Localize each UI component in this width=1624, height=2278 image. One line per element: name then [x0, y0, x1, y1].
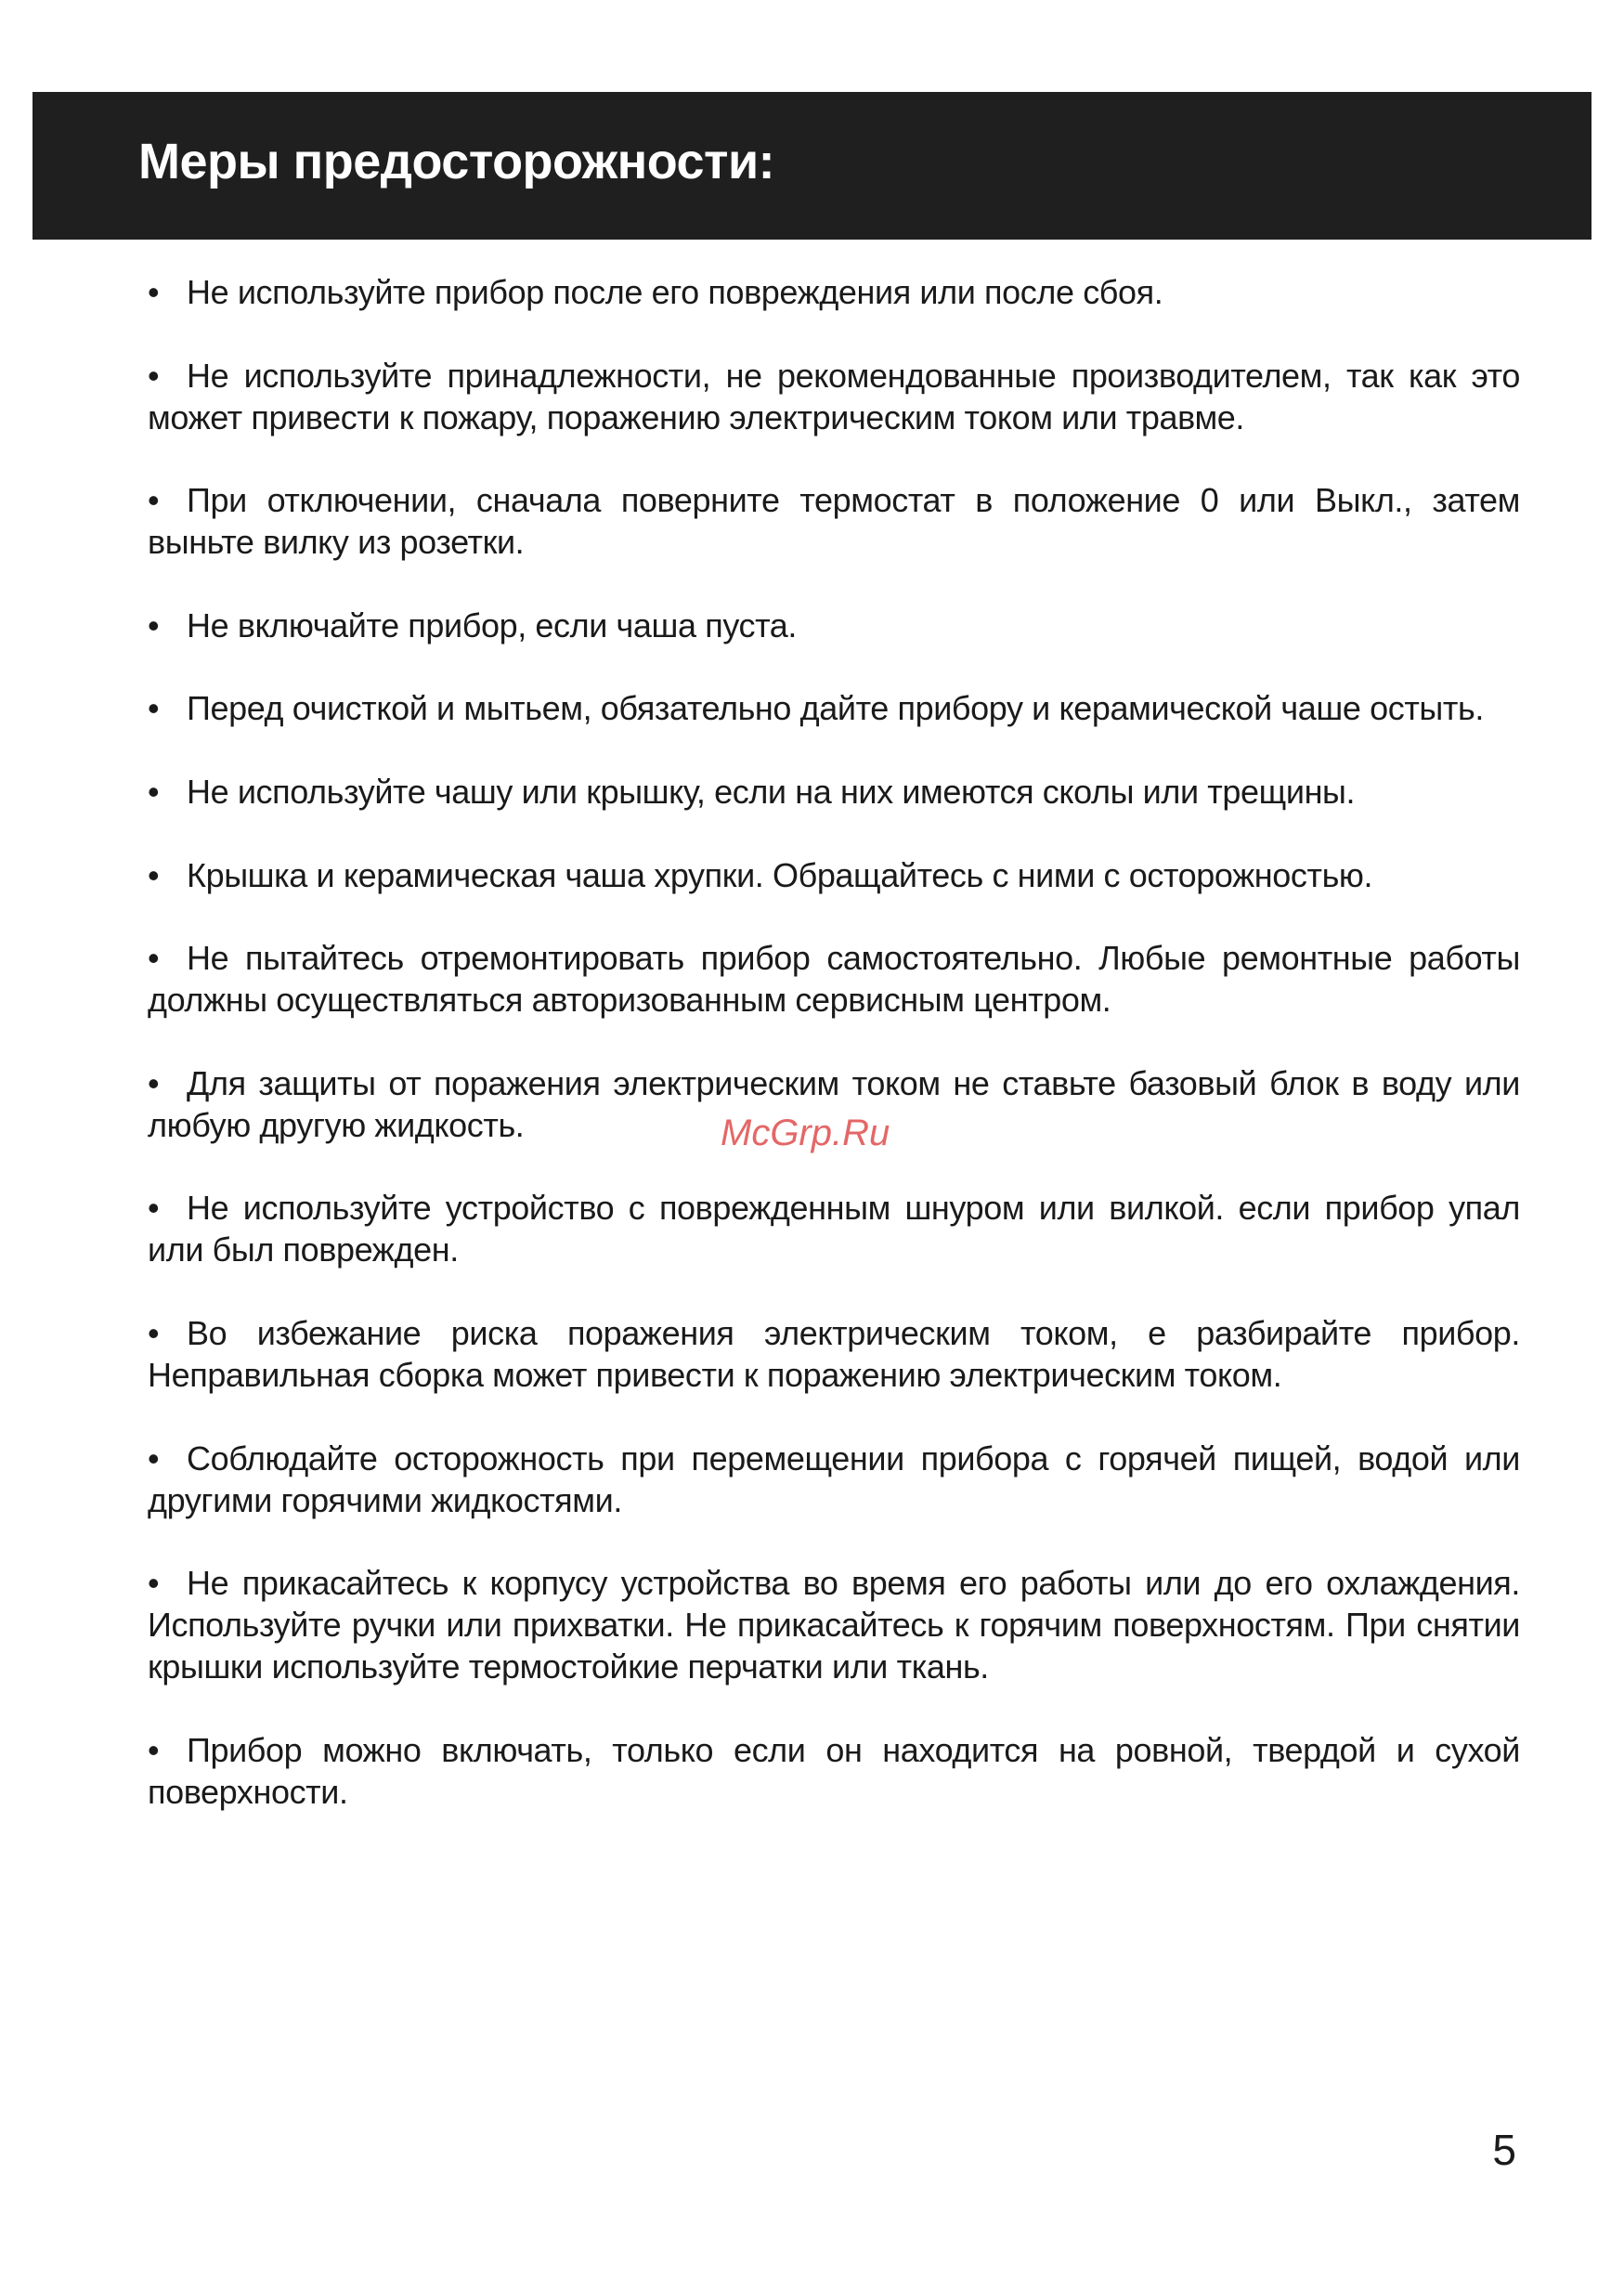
- list-item-text: Не пытайтесь отремонтировать прибор самостоятельно. Любые ремонтные работы должны осуществляться авторизованным сервисным центром.: [148, 939, 1520, 1020]
- page-number: 5: [1492, 2126, 1516, 2174]
- list-item: [148, 479, 1520, 563]
- page-title: Меры предосторожности:: [138, 134, 775, 189]
- bullet: •: [148, 356, 160, 395]
- list-item: [148, 1312, 1520, 1396]
- list-item: [148, 687, 1520, 729]
- list-item: [148, 355, 1520, 438]
- list-item: [148, 1729, 1520, 1813]
- list-item-text: Во избежание риска поражения электрическим током, е разбирайте прибор. Неправильная сборка может привести к поражению электрическим током.: [148, 1313, 1520, 1394]
- bullet: •: [148, 1438, 160, 1477]
- list-item-text: Крышка и керамическая чаша хрупки. Обращайтесь с ними с осторожностью.: [187, 855, 1373, 894]
- list-item: [148, 937, 1520, 1021]
- list-item-text: Соблюдайте осторожность при перемещении прибора с горячей пищей, водой или другими горячими жидкостями.: [148, 1438, 1520, 1519]
- bullet: •: [148, 605, 160, 644]
- bullet: •: [148, 481, 160, 520]
- watermark: McGrp.Ru: [721, 1113, 890, 1153]
- bullet: •: [148, 1063, 160, 1102]
- list-item-text: Не используйте устройство с поврежденным шнуром или вилкой. если прибор упал или был поврежден.: [148, 1189, 1520, 1269]
- list-item: [148, 854, 1520, 896]
- list-item-text: Не используйте прибор после его повреждения или после сбоя.: [187, 273, 1163, 311]
- list-item: [148, 771, 1520, 813]
- bullet: •: [148, 1313, 160, 1352]
- bullet: •: [148, 689, 160, 728]
- list-item-text: Не используйте принадлежности, не рекомендованные производителем, так как это может привести к пожару, поражению электрическим током или травме.: [148, 356, 1520, 436]
- list-item-text: Прибор можно включать, только если он находится на ровной, твердой и сухой поверхности.: [148, 1730, 1520, 1811]
- bullet: •: [148, 939, 160, 978]
- list-item: [148, 1187, 1520, 1270]
- header-bar: [32, 92, 1592, 240]
- bullet: •: [148, 273, 160, 311]
- precautions-list: [148, 271, 1520, 1813]
- list-item: [148, 605, 1520, 646]
- list-item: [148, 1438, 1520, 1521]
- bullet: •: [148, 855, 160, 894]
- list-item-text: Перед очисткой и мытьем, обязательно дайте прибору и керамической чаше остыть.: [187, 689, 1484, 728]
- list-item-text: Не прикасайтесь к корпусу устройства во время его работы или до его охлаждения. Используйте ручки или прихватки. Не прикасайтесь к горячим поверхностям. При снятии крышки используйте термостойкие перчатки или ткань.: [148, 1564, 1520, 1686]
- bullet: •: [148, 1564, 160, 1603]
- bullet: •: [148, 772, 160, 811]
- bullet: •: [148, 1730, 160, 1769]
- list-item-text: Не включайте прибор, если чаша пуста.: [187, 605, 798, 644]
- list-item: [148, 271, 1520, 313]
- list-item-text: При отключении, сначала поверните термостат в положение 0 или Выкл., затем выньте вилку из розетки.: [148, 481, 1520, 562]
- list-item-text: Для защиты от поражения электрическим током не ставьте базовый блок в воду или любую другую жидкость.: [148, 1063, 1520, 1144]
- list-item: [148, 1562, 1520, 1687]
- list-item-text: Не используйте чашу или крышку, если на них имеются сколы или трещины.: [187, 772, 1356, 811]
- bullet: •: [148, 1189, 160, 1228]
